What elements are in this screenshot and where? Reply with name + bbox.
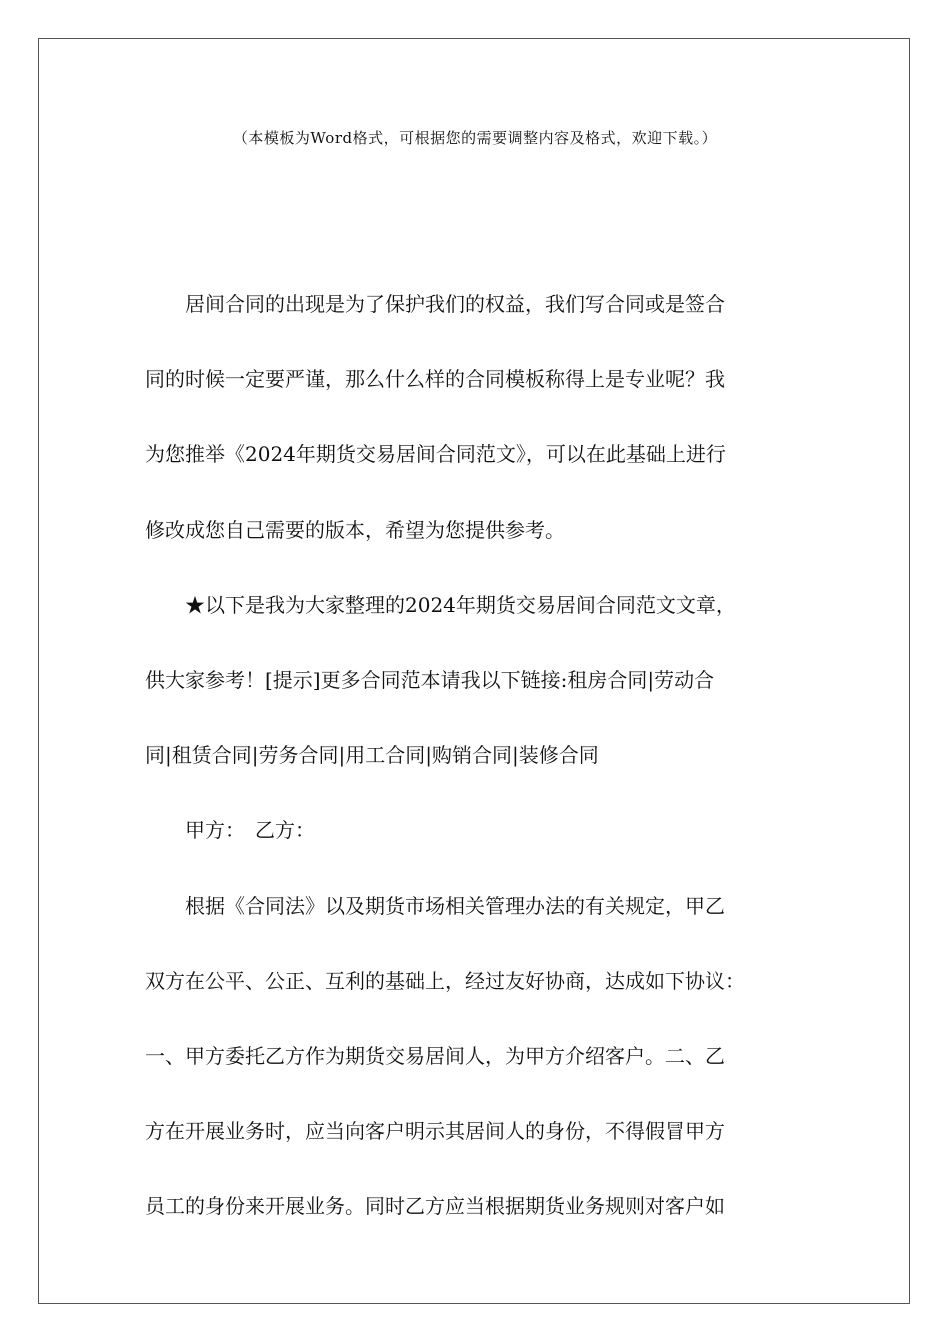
text-line-7: 同|租赁合同|劳务合同|用工合同|购销合同|装修合同 [145,743,599,768]
text-line-1: 居间合同的出现是为了保护我们的权益，我们写合同或是签合 [185,292,725,316]
text-line-2: 同的时候一定要严谨，那么什么样的合同模板称得上是专业呢？我 [145,367,725,392]
text-line-9: 根据《合同法》以及期货市场相关管理办法的有关规定，甲乙 [185,893,725,918]
template-note: （本模板为Word格式，可根据您的需要调整内容及格式，欢迎下载。） [232,129,718,147]
text-line-12: 方在开展业务时，应当向客户明示其居间人的身份，不得假冒甲方 [145,1119,725,1144]
document-body [145,267,805,1245]
text-line-13: 员工的身份来开展业务。同时乙方应当根据期货业务规则对客户如 [145,1194,725,1219]
text-line-3: 为您推举《2024年期货交易居间合同范文》，可以在此基础上进行 [145,442,726,467]
party-line: 甲方： 乙方： [185,818,315,843]
text-line-11: 一、甲方委托乙方作为期货交易居间人，为甲方介绍客户。二、乙 [145,1044,725,1069]
text-line-6: 供大家参考！[提示]更多合同范本请我以下链接:租房合同|劳动合 [145,668,715,693]
text-line-10: 双方在公平、公正、互利的基础上，经过友好协商，达成如下协议： [145,968,745,993]
text-line-4: 修改成您自己需要的版本，希望为您提供参考。 [145,517,565,542]
text-line-5: ★以下是我为大家整理的2024年期货交易居间合同范文文章， [185,592,736,617]
